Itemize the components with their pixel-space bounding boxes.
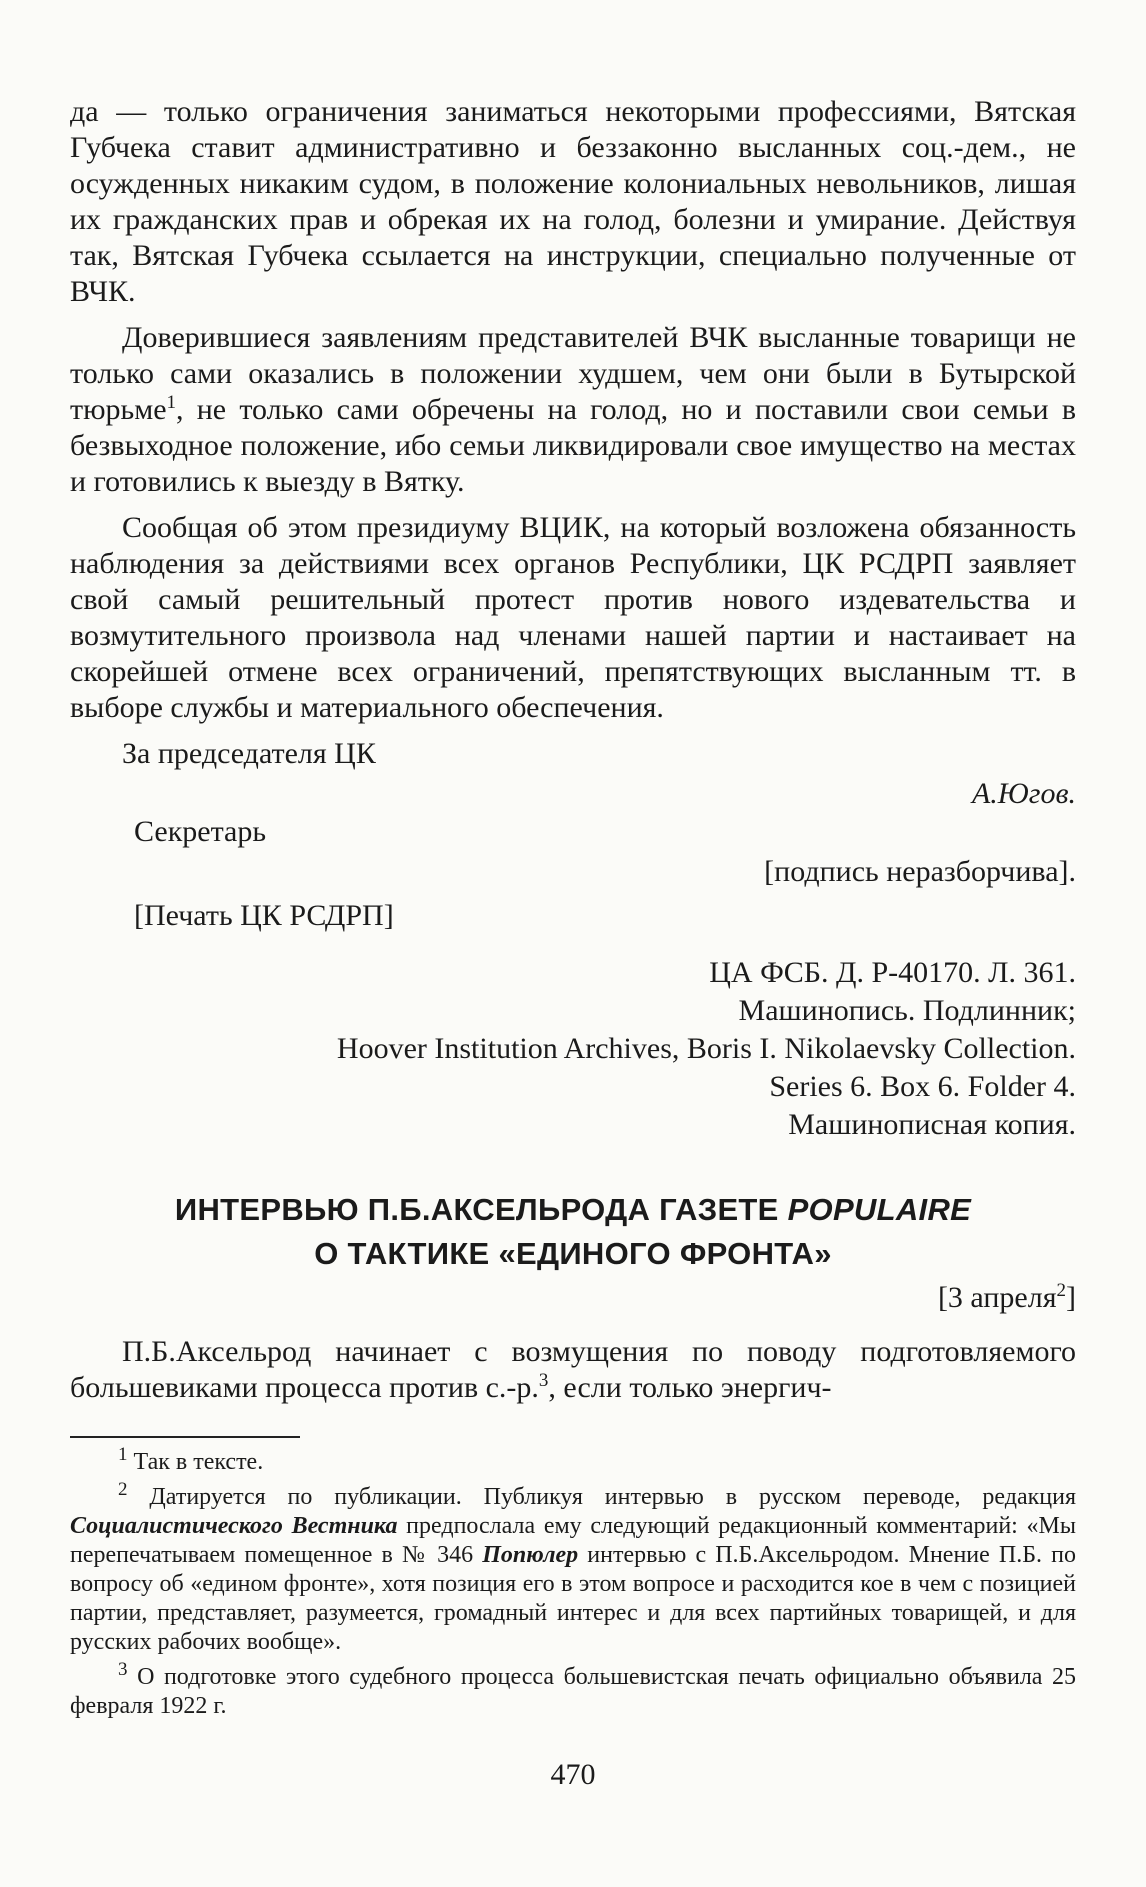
archive-line-4: Series 6. Box 6. Folder 4. <box>769 1070 1076 1103</box>
archive-line-2: Машинопись. Подлинник; <box>738 994 1076 1027</box>
footnote-2-text-c: интервью с П.Б.Аксельродом. Мнение П.Б. по вопросу об «едином фронте», хотя позиция его в этом вопросе и расходится кое в чем с позицией партии, представляет, разумеется, громадный интерес и для всех партийных товарищей, и для русских рабочих вообще». <box>70 1542 1076 1655</box>
footnote-1-text: Так в тексте. <box>133 1449 264 1475</box>
document-page <box>70 94 1076 1793</box>
body-paragraph-1: да — только ограничения заниматься некоторыми профессиями, Вятская Губчека ставит административно и беззаконно высланных соц.-дем., не осужденных никаким судом, в положение колониальных невольников, лишая их гражданских прав и обрекая их на голод, болезни и умирание. Действуя так, Вятская Губчека ссылается на инструкции, специально полученные от ВЧК. <box>70 95 1076 308</box>
footnote-1-number <box>70 1444 128 1475</box>
title-line-2: О ТАКТИКЕ «ЕДИНОГО ФРОНТА» <box>314 1236 832 1271</box>
title-line-1-text: ИНТЕРВЬЮ П.Б.АКСЕЛЬРОДА ГАЗЕТЕ <box>174 1192 788 1227</box>
date-text: [3 апреля <box>937 1281 1057 1314</box>
footnote-3-number <box>70 1659 128 1690</box>
body-paragraph-3: Сообщая об этом президиуму ВЦИК, на который возложена обязанность наблюдения за действиями всех органов Республики, ЦК РСДРП заявляет свой самый решительный протест против нового издевательства и возмутительного произвола над членами нашей партии и настаивает на скорейшей отмене всех ограничений, препятствующих высланным тт. в выборе службы и материального обеспечения. <box>70 511 1076 724</box>
footnote-1 <box>70 1444 1076 1477</box>
footnote-2 <box>70 1479 1077 1657</box>
footnote-2-text-a: Датируется по публикации. Публикуя интервью в русском переводе, редакция <box>149 1484 1077 1510</box>
footnote-3 <box>70 1659 1077 1721</box>
footnote-2-number <box>70 1479 128 1510</box>
archive-line-5: Машинописная копия. <box>788 1108 1076 1141</box>
title-publication: POPULAIRE <box>787 1192 972 1227</box>
footnote-ref-1[interactable]: 1 <box>166 392 177 413</box>
document-text-b: , если только энергич- <box>548 1371 832 1404</box>
document-date <box>70 1280 1076 1316</box>
archive-line-1: ЦА ФСБ. Д. Р-40170. Л. 361. <box>709 956 1076 989</box>
footnote-2-text-b: предпослала ему следующий редакционный комментарий: «Мы перепечатываем помещенное в № 346 <box>70 1513 1076 1568</box>
footnote-3-mark: 3 <box>118 1659 128 1680</box>
footnote-1-mark: 1 <box>118 1444 128 1465</box>
archive-reference <box>70 954 1076 1144</box>
footnote-2-publication-2: Попюлер <box>482 1542 579 1568</box>
footnote-ref-2[interactable]: 2 <box>1056 1280 1066 1301</box>
stamp-note: [Печать ЦК РСДРП] <box>134 899 394 932</box>
chair-name: А.Югов. <box>971 777 1076 810</box>
date-close: ] <box>1066 1281 1076 1314</box>
document-title <box>70 1188 1076 1276</box>
footnote-2-mark: 2 <box>118 1479 128 1500</box>
footnote-divider <box>70 1436 300 1438</box>
archive-line-3: Hoover Institution Archives, Boris I. Nikolaevsky Collection. <box>336 1032 1076 1065</box>
footnote-2-publication: Социалистического Вестника <box>70 1513 398 1539</box>
body-paragraph-2-text-a: Доверившиеся заявлениям представителей ВЧК высланные товарищи не только сами оказались в положении худшем, чем они были в Бутырской тюрьме <box>70 321 1076 426</box>
page-number: 470 <box>550 1758 596 1791</box>
document-text <box>70 1334 1076 1406</box>
footnote-ref-3[interactable]: 3 <box>538 1370 549 1391</box>
body-paragraph-2 <box>70 320 1076 500</box>
chair-label: За председателя ЦК <box>122 737 376 770</box>
secretary-note: [подпись неразборчива]. <box>764 855 1076 888</box>
body-paragraph-2-text-b: , не только сами обречены на голод, но и поставили свои семьи в безвыходное положение, ибо семьи ликвидировали свое имущество на местах и готовились к выезду в Вятку. <box>70 393 1076 498</box>
title-line-1 <box>70 1188 1076 1232</box>
secretary-label: Секретарь <box>134 815 267 848</box>
footnote-3-text: О подготовке этого судебного процесса большевистская печать официально объявила 25 февраля 1922 г. <box>70 1664 1077 1719</box>
document-text-a: П.Б.Аксельрод начинает с возмущения по поводу подготовляемого большевиками процесса против с.-р. <box>70 1335 1076 1404</box>
